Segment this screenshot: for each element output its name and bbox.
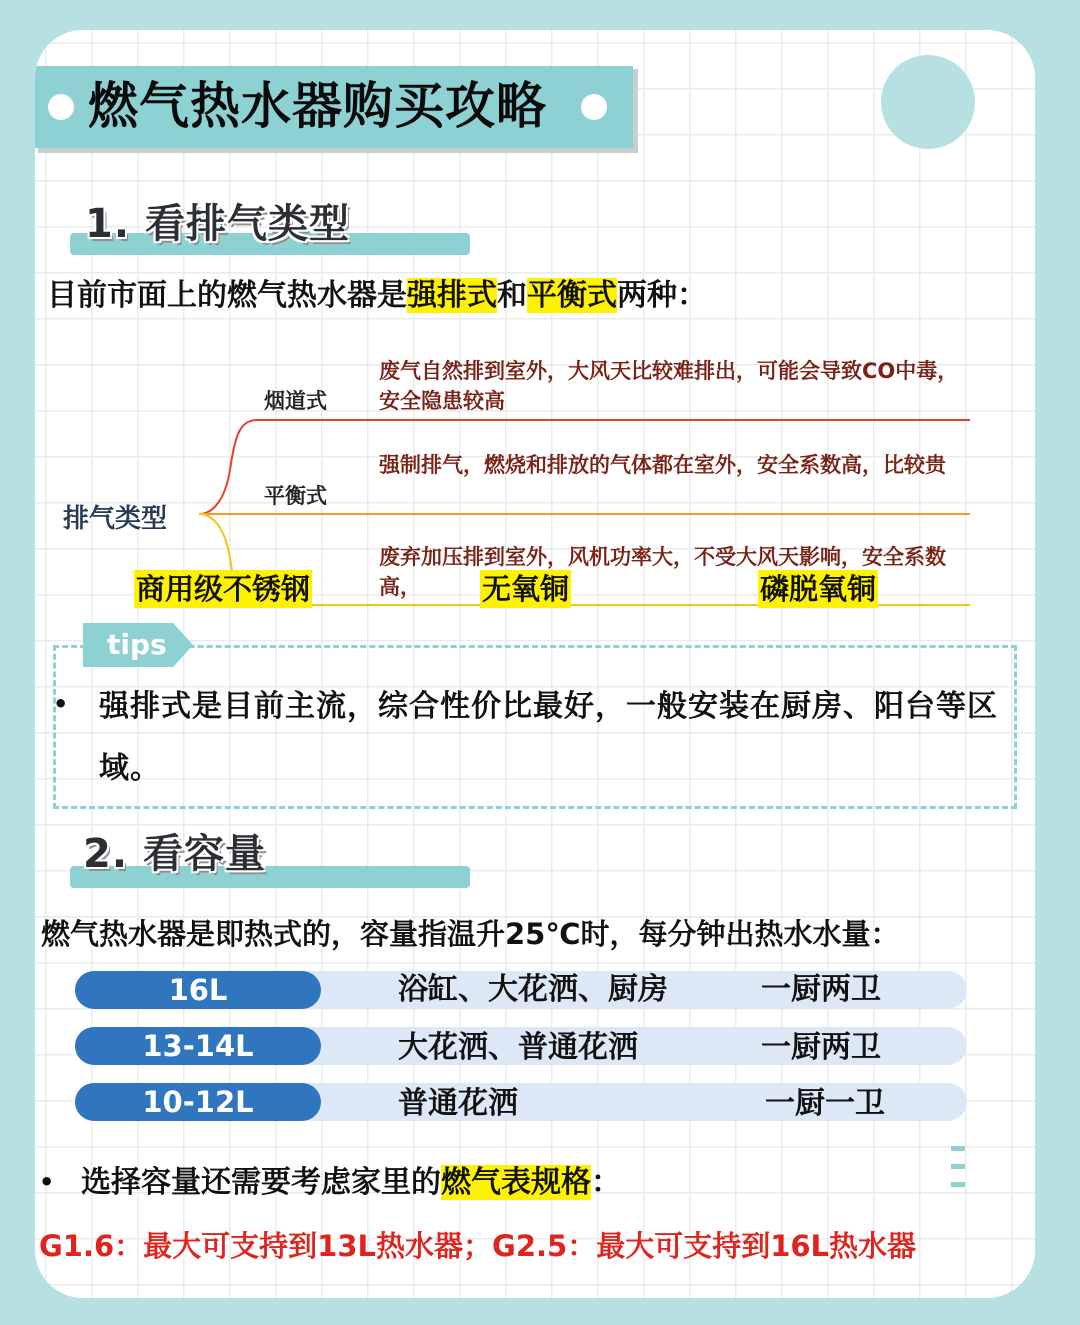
guide-card xyxy=(35,30,1035,1298)
capacity-home: 一厨两卫 xyxy=(761,972,881,1007)
meter-line xyxy=(81,1163,621,1203)
branch-desc-flue: 废气自然排到室外，大风天比较难排出，可能会导致CO中毒，安全隐患较高 xyxy=(379,359,959,413)
intro-highlight-balanced: 平衡式 xyxy=(527,278,617,313)
intro-text-post: 两种： xyxy=(617,278,707,313)
meter-text-pre: 选择容量还需要考虑家里的 xyxy=(81,1165,441,1200)
decorative-dash xyxy=(951,1146,965,1151)
meter-text-post: ： xyxy=(591,1165,621,1200)
intro-text-mid: 和 xyxy=(497,278,527,313)
branch-desc-forced: 废弃加压排到室外，风机功率大，不受大风天影响，安全系数高， xyxy=(379,545,946,599)
material-label-oxygen-free-copper: 无氧铜 xyxy=(482,572,570,606)
intro-text-pre: 目前市面上的燃气热水器是 xyxy=(47,278,407,313)
material-label-phosphorus-copper: 磷脱氧铜 xyxy=(760,572,877,606)
capacity-use: 浴缸、大花洒、厨房 xyxy=(398,972,668,1007)
tips-text: 强排式是目前主流，综合性价比最好，一般安装在厨房、阳台等区域。 xyxy=(99,689,998,786)
branch-curve-flue xyxy=(199,420,257,514)
section2-heading: 2. 看容量 xyxy=(83,831,266,877)
meter-highlight: 燃气表规格 xyxy=(441,1165,591,1200)
section2-intro: 燃气热水器是即热式的，容量指温升25℃时，每分钟出热水水量： xyxy=(41,917,900,951)
capacity-home: 一厨一卫 xyxy=(765,1086,885,1121)
meter-bullet: • xyxy=(39,1168,55,1196)
tips-bullet: • xyxy=(53,690,69,718)
branch-desc-balanced: 强制排气，燃烧和排放的气体都在室外，安全系数高，比较贵 xyxy=(379,453,946,477)
capacity-size-pill: 10-12L xyxy=(75,1083,321,1121)
capacity-use: 普通花洒 xyxy=(398,1086,518,1121)
capacity-size-pill: 16L xyxy=(75,971,321,1009)
capacity-size-pill: 13-14L xyxy=(75,1027,321,1065)
page-title: 燃气热水器购买攻略 xyxy=(88,77,547,135)
material-label-stainless: 商用级不锈钢 xyxy=(136,572,311,606)
capacity-use: 大花洒、普通花洒 xyxy=(398,1030,638,1065)
capacity-home: 一厨两卫 xyxy=(761,1030,881,1065)
decorative-dash xyxy=(951,1182,965,1187)
meter-note: G1.6：最大可支持到13L热水器；G2.5：最大可支持到16L热水器 xyxy=(39,1229,917,1263)
intro-highlight-forced: 强排式 xyxy=(407,278,497,313)
diagram-root-label: 排气类型 xyxy=(63,504,168,534)
tips-tag-label: tips xyxy=(107,628,167,661)
branch-label-flue: 烟道式 xyxy=(264,389,327,413)
decorative-dash xyxy=(951,1164,965,1169)
section1-heading: 1. 看排气类型 xyxy=(85,201,350,247)
branch-label-balanced: 平衡式 xyxy=(264,484,327,508)
